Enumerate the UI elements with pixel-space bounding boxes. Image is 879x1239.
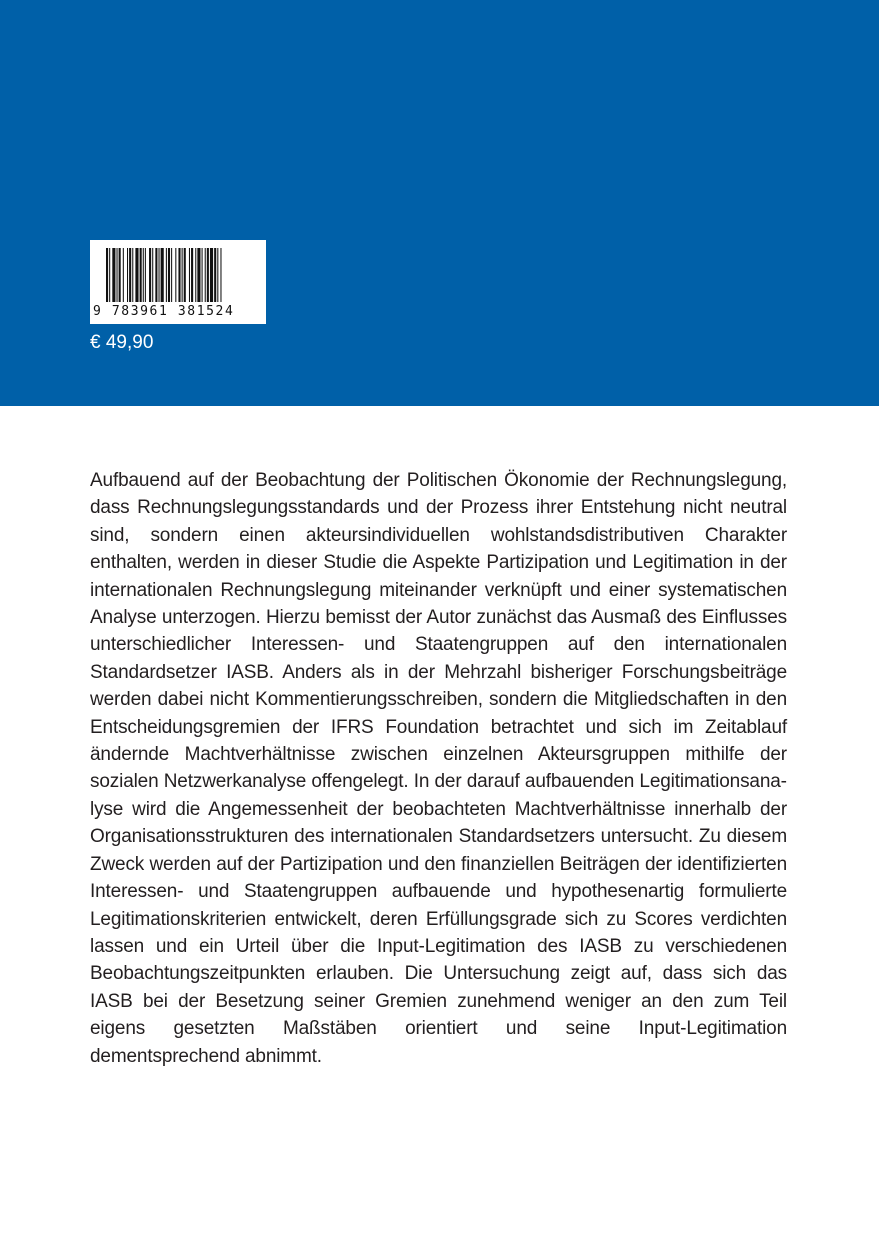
price-label: € 49,90 <box>90 332 154 353</box>
barcode <box>90 240 266 324</box>
blurb-text: Aufbauend auf der Beobachtung der Politischen Ökonomie der Rechnungslegung, dass Rechnungslegungsstandards und der Prozess ihrer Entstehung nicht neutral sind, sondern einen akteursindividuellen wohlstandsdistributiven Charakter enthalten, werden in dieser Studie die Aspekte Partizipation und Legitimation in der internationalen Rechnungslegung miteinander verknüpft und einer systematischen Analyse unterzogen. Hierzu bemisst der Autor zunächst das Ausmaß des Einflusses unterschiedlicher Interessen- und Staatengruppen auf den internationalen Standardsetzer IASB. Anders als in der Mehrzahl bisheriger Forschungsbeiträge werden dabei nicht Kommentierungsschreiben, sondern die Mitgliedschaften in den Entscheidungsgremien der IFRS Foundation betrachtet und sich im Zeitablauf ändernde Machtverhältnisse zwischen einzelnen Akteursgruppen mithilfe der sozialen Netzwerkanalyse offengelegt. In der darauf aufbauenden Legitimationsanalyse wird die Angemessenheit der beobachteten Machtverhältnisse innerhalb der Organisationsstrukturen des internationalen Standardsetzers untersucht. Zu diesem Zweck werden auf der Partizipation und den finanziellen Beiträgen der identifizierten Interessen- und Staatengruppen aufbauende und hypothesenartig formulierte Legitimationskriterien entwickelt, deren Erfüllungsgrade sich zu Scores verdichten lassen und ein Urteil über die Input-Legitimation des IASB zu verschiedenen Beobachtungszeitpunkten erlauben. Die Untersuchung zeigt auf, dass sich das IASB bei der Besetzung seiner Gremien zunehmend weniger an den zum Teil eigens gesetzten Maßstäben orientiert und seine Input-Legitimation dementsprechend abnimmt. <box>90 470 787 1067</box>
isbn-number: 9 783961 381524 <box>93 304 235 319</box>
